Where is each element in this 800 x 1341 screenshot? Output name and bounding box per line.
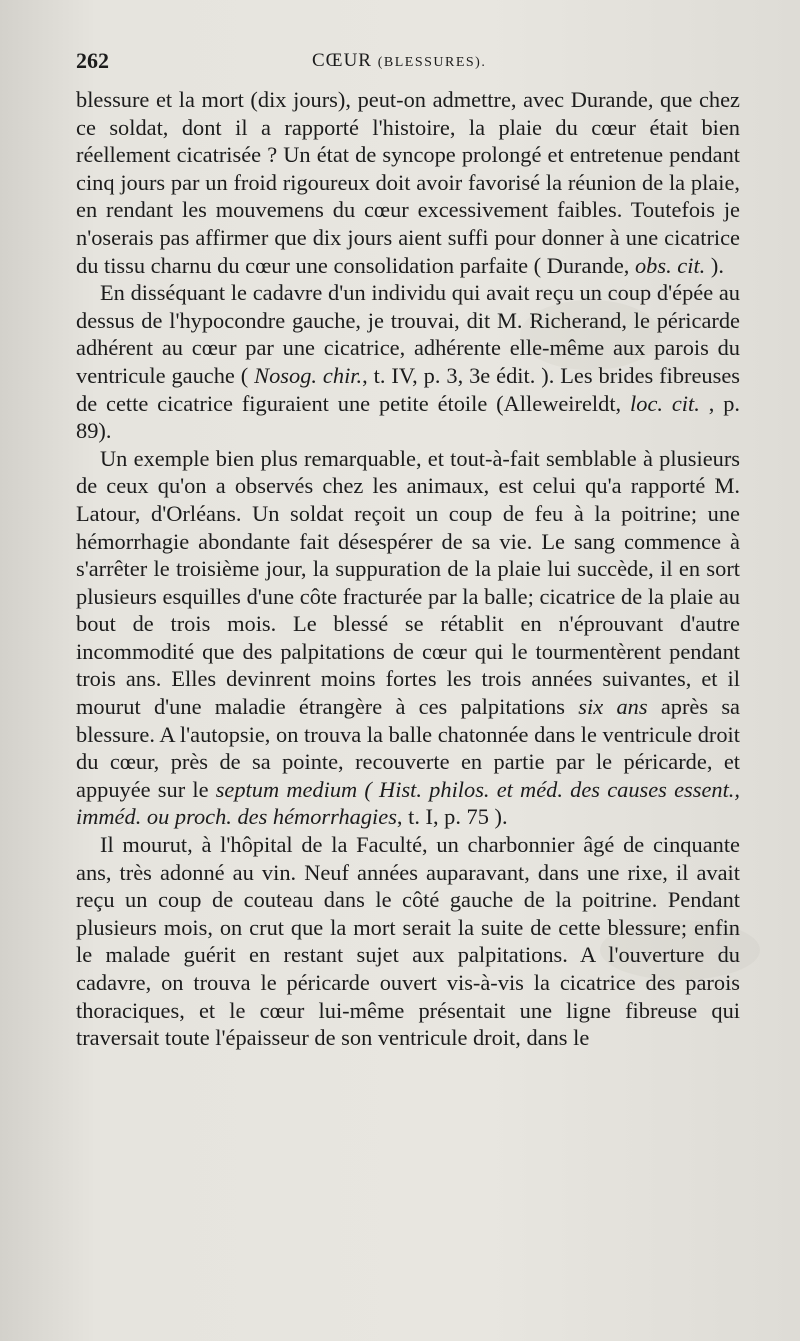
body-text — [76, 86, 740, 1052]
running-head-main: CŒUR — [312, 50, 372, 71]
paragraph: blessure et la mort (dix jours), peut-on admettre, avec Durande, que chez ce soldat, dont il a rapporté l'histoire, la plaie du cœur était bien réellement cicatrisée ? Un état de syncope prolongé et entretenue pendant cinq jours par un froid rigoureux doit avoir favorisé la réunion de la plaie, en rendant les mouvemens du cœur excessivement faibles. Toutefois je n'oserais pas affirmer que dix jours aient suffi pour donner à une cicatrice du tissu charnu du cœur une consolidation parfaite ( Durande, obs. cit. ). — [76, 87, 740, 278]
page-number: 262 — [76, 48, 109, 73]
page-header — [76, 44, 740, 78]
paragraph: Un exemple bien plus remarquable, et tout-à-fait semblable à plusieurs de ceux qu'on a observés chez les animaux, est celui qu'a rapporté M. Latour, d'Orléans. Un soldat reçoit un coup de feu à la poitrine; une hémorrhagie abondante fait désespérer de sa vie. Le sang commence à s'arrêter le troisième jour, la suppuration de la plaie lui succède, il en sort plusieurs esquilles d'une côte fracturée par la balle; cicatrice de la plaie au bout de trois mois. Le blessé se rétablit en n'éprouvant d'autre incommodité que des palpitations de cœur qui le tourmentèrent pendant trois ans. Elles devinrent moins fortes les trois années suivantes, et il mourut d'une maladie étrangère à ces palpitations six ans après sa blessure. A l'autopsie, on trouva la balle chatonnée dans le ventricule droit du cœur, près de sa pointe, recouverte en partie par le péricarde, et appuyée sur le septum medium ( Hist. philos. et méd. des causes essent., imméd. ou proch. des hémorrhagies, t. I, p. 75 ). — [76, 445, 740, 830]
paragraph: Il mourut, à l'hôpital de la Faculté, un charbonnier âgé de cinquante ans, très adonné au vin. Neuf années auparavant, dans une rixe, il avait reçu un coup de couteau dans le côté gauche de la poitrine. Pendant plusieurs mois, on crut que la mort serait la suite de cette blessure; enfin le malade guérit en restant sujet aux palpitations. A l'ouverture du cadavre, on trouva le péricarde ouvert vis-à-vis la cicatrice des parois thoraciques, et le cœur lui-même présentait une ligne fibreuse qui traversait toute l'épaisseur de son ventricule droit, dans le — [76, 832, 740, 1051]
paragraph: En disséquant le cadavre d'un individu qui avait reçu un coup d'épée au dessus de l'hypocondre gauche, je trouvai, dit M. Richerand, le péricarde adhérent au cœur par une cicatrice, adhérente elle-même aux parois du ventricule gauche ( Nosog. chir., t. IV, p. 3, 3e édit. ). Les brides fibreuses de cette cicatrice figuraient une petite étoile (Alleweireldt, loc. cit. , p. 89). — [76, 280, 740, 444]
running-head-paren: (BLESSURES). — [377, 55, 487, 70]
running-head — [312, 50, 486, 72]
